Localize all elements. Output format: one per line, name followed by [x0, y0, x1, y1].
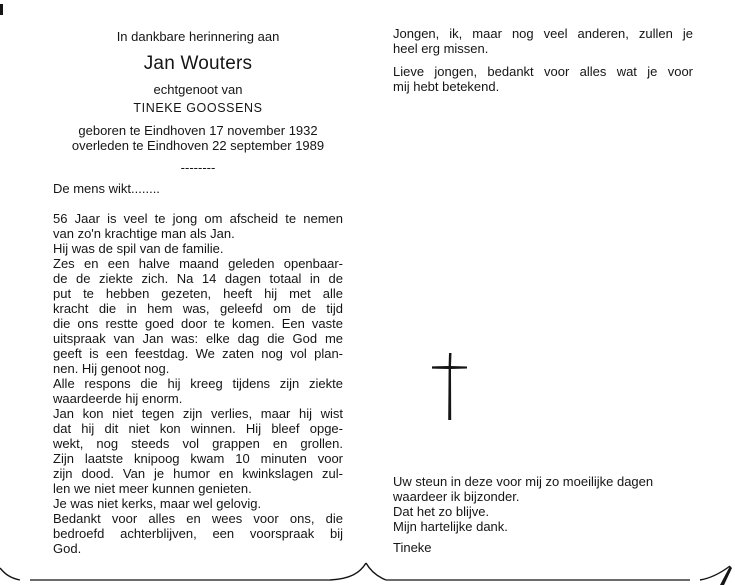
opening-line: De mens wikt........ [53, 181, 160, 196]
signature: Tineke [393, 540, 432, 555]
thanks-line: waardeer ik bijzonder. [393, 489, 520, 504]
body-line: Zijn laatste knipoog kwam 10 minuten voor [53, 451, 343, 466]
farewell-line: Jongen, ik, maar nog veel anderen, zullen je [393, 26, 693, 41]
body-line: Bedankt voor alles en wees voor ons, die [53, 511, 343, 526]
body-line: die ons restte goed door te komen. Een vaste [53, 316, 343, 331]
body-line: Je was niet kerks, maar wel gelovig. [53, 496, 262, 511]
body-line: uitspraak van Jan was: elke dag die God me [53, 331, 343, 346]
spouse-name: TINEKE GOOSSENS [133, 101, 263, 115]
body-line: nen. Hij genoot nog. [53, 361, 170, 376]
thanks-line: Dat het zo blijve. [393, 504, 490, 519]
body-line: van zo'n krachtige man als Jan. [53, 226, 235, 241]
body-line: de de ziekte zich. Na 14 dagen totaal in de [53, 271, 343, 286]
body-line: zijn dood. Van je humor en kwinkslagen zul- [53, 466, 343, 481]
body-line: kracht die in hem was, geleefd om de tijd [53, 301, 343, 316]
divider: -------- [180, 160, 216, 175]
thanks-line: Mijn hartelijke dank. [393, 519, 508, 534]
thanks-line: Uw steun in deze voor mij zo moeilijke dagen [393, 474, 654, 489]
intro-text: In dankbare herinnering aan [116, 29, 280, 44]
deceased-name: Jan Wouters [143, 53, 253, 74]
body-line: God. [53, 541, 82, 556]
body-line: waardeerde hij enorm. [53, 391, 183, 406]
body-line: Zes en een halve maand geleden openbaar- [53, 256, 343, 271]
body-line: Hij was de spil van de familie. [53, 241, 224, 256]
body-line: len we niet meer kunnen genieten. [53, 481, 252, 496]
death-line: overleden te Eindhoven 22 september 1989 [71, 138, 325, 153]
birth-line: geboren te Eindhoven 17 november 1932 [78, 123, 318, 138]
cross-icon [430, 352, 470, 422]
body-line: Jan kon niet tegen zijn verlies, maar hij wist [53, 406, 343, 421]
body-line: put te hebben gezeten, heeft hij met alle [53, 286, 343, 301]
body-line: 56 Jaar is veel te jong om afscheid te nemen [53, 211, 343, 226]
body-line: dat hij dit niet kon winnen. Hij bleef opge- [53, 421, 343, 436]
farewell-line: heel erg missen. [393, 41, 489, 56]
body-line: bedroefd achterblijven, een voorspraak bij [53, 526, 343, 541]
farewell-line: mij hebt betekend. [393, 79, 500, 94]
spouse-label: echtgenoot van [153, 82, 243, 97]
body-line: Alle respons die hij kreeg tijdens zijn ziekte [53, 376, 343, 391]
body-line: geeft is een feestdag. We zaten nog vol plan- [53, 346, 343, 361]
body-line: wekt, nog steeds vol grappen en grollen. [53, 436, 343, 451]
farewell-line: Lieve jongen, bedankt voor alles wat je voor [393, 64, 693, 79]
